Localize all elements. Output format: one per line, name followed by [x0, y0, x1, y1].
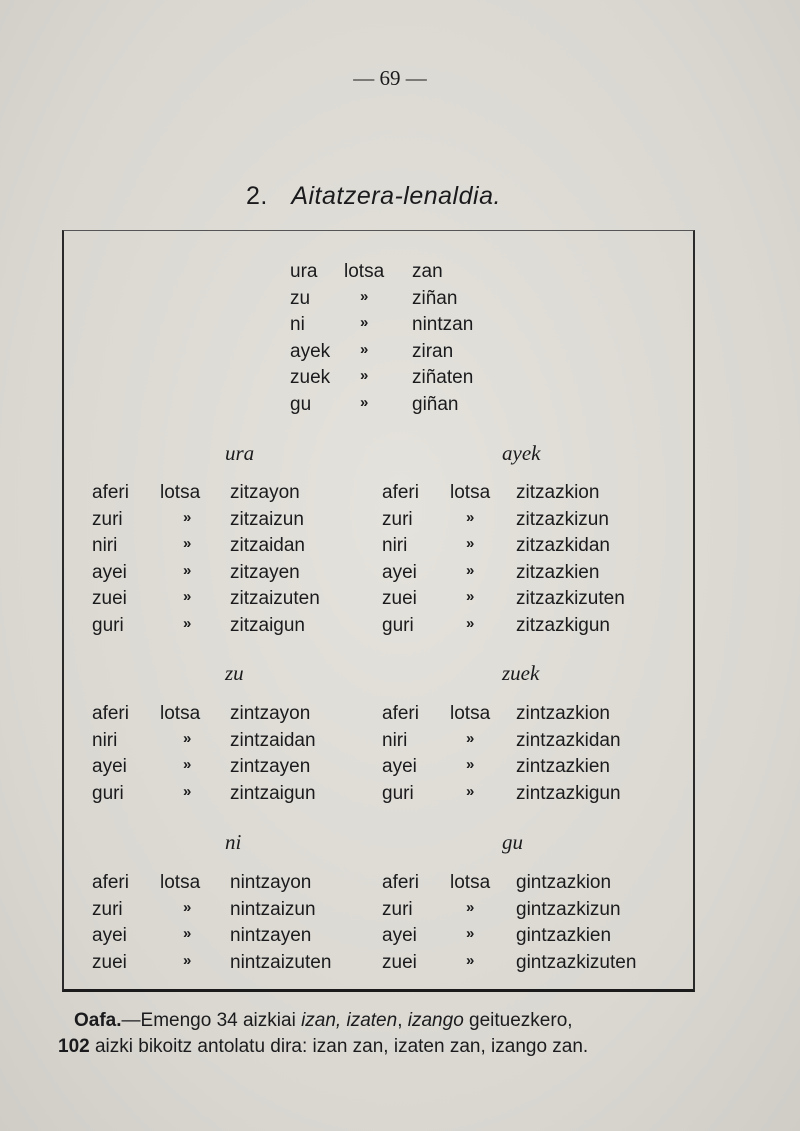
section-1-right-heading: zuek: [502, 661, 540, 685]
section-0-right-row-3-col-0: ayei: [382, 561, 417, 583]
section-1-left-row-1-col-1: »: [183, 729, 192, 747]
section-1-right-row-1-col-0: niri: [382, 729, 408, 751]
section-2-right-row-0-col-1: lotsa: [450, 872, 491, 893]
section-title: [246, 182, 501, 211]
section-2-right-row-1-col-0: zuri: [382, 898, 413, 920]
top-row-3-col-1: »: [360, 340, 369, 358]
note-number: 102: [58, 1036, 90, 1057]
section-2-left-row-2-col-2: nintzayen: [230, 925, 312, 946]
section-2-left-row-2-col-0: ayei: [92, 925, 127, 946]
section-0-right-row-5-col-1: »: [466, 614, 475, 632]
note-line-2: [58, 1036, 698, 1058]
section-1-left-row-0-col-1: lotsa: [160, 703, 201, 724]
section-2-left-row-3-col-1: »: [183, 951, 192, 969]
section-1-right-row-1-col-1: »: [466, 729, 475, 747]
section-1-left-row-2-col-2: zintzayen: [230, 756, 311, 777]
section-1-left-row-1-col-2: zintzaidan: [230, 729, 316, 751]
section-0-left-row-3-col-1: »: [183, 561, 192, 579]
top-row-2-col-0: ni: [290, 314, 305, 335]
section-0-left-row-4-col-2: zitzaizuten: [230, 588, 320, 609]
section-1-left-row-2-col-1: »: [183, 756, 192, 773]
page-number: — 69 —: [353, 66, 427, 90]
section-1-left-row-2-col-0: ayei: [92, 756, 127, 777]
section-1-right-row-3-col-2: zintzazkigun: [516, 782, 621, 804]
top-row-0-col-0: ura: [290, 261, 318, 282]
section-0-left-row-0-col-2: zitzayon: [230, 482, 300, 503]
section-0-left-heading: ura: [225, 441, 255, 465]
section-0-right-row-0-col-0: aferi: [382, 482, 419, 503]
section-1-left-row-0-col-0: aferi: [92, 703, 129, 724]
section-2-right-row-2-col-2: gintzazkien: [516, 925, 612, 946]
section-2-right-row-2-col-1: »: [466, 925, 475, 942]
top-row-4-col-1: »: [360, 367, 369, 384]
section-2-right-heading: gu: [502, 830, 523, 854]
section-0-left-row-5-col-0: guri: [92, 614, 124, 636]
section-0-left-row-5-col-2: zitzaigun: [230, 614, 305, 636]
section-0-right-row-5-col-0: guri: [382, 614, 414, 636]
section-0-right-row-4-col-2: zitzazkizuten: [516, 588, 625, 609]
top-row-4-col-2: ziñaten: [412, 367, 474, 388]
section-1-right-row-2-col-0: ayei: [382, 756, 417, 777]
section-0-right-row-0-col-2: zitzazkion: [516, 482, 600, 503]
section-0-left-row-0-col-0: aferi: [92, 482, 129, 503]
top-row-0-col-2: zan: [412, 261, 443, 282]
section-2-right-row-3-col-1: »: [466, 951, 475, 969]
section-2-left-row-0-col-0: aferi: [92, 872, 129, 893]
top-row-3-col-2: ziran: [412, 340, 454, 362]
section-0-right-row-4-col-1: »: [466, 588, 475, 605]
top-row-1-col-0: zu: [290, 287, 311, 309]
top-row-5-col-1: »: [360, 393, 369, 411]
section-1-left-row-3-col-0: guri: [92, 782, 124, 804]
section-0-right-row-3-col-1: »: [466, 561, 475, 579]
top-row-1-col-1: »: [360, 287, 369, 305]
section-0-left-row-1-col-2: zitzaizun: [230, 508, 304, 530]
section-0-right-row-2-col-2: zitzazkidan: [516, 535, 610, 556]
section-0-left-row-0-col-1: lotsa: [160, 482, 201, 503]
section-2-right-row-3-col-0: zuei: [382, 951, 417, 973]
section-1-right-row-0-col-1: lotsa: [450, 703, 491, 724]
section-2-left-row-0-col-1: lotsa: [160, 872, 201, 893]
section-0-right-row-1-col-2: zitzazkizun: [516, 508, 609, 530]
section-2-left-row-1-col-2: nintzaizun: [230, 898, 316, 920]
section-0-right-row-3-col-2: zitzazkien: [516, 561, 600, 583]
section-0-left-row-4-col-1: »: [183, 588, 192, 605]
note-text-b: ,: [397, 1010, 408, 1031]
section-0-left-row-5-col-1: »: [183, 614, 192, 632]
top-row-2-col-1: »: [360, 314, 369, 331]
section-1-right-row-2-col-1: »: [466, 756, 475, 773]
section-0-right-heading: ayek: [502, 441, 541, 465]
note-em-1: izan, izaten: [301, 1010, 398, 1031]
top-row-5-col-2: giñan: [412, 393, 459, 415]
section-0-left-row-4-col-0: zuei: [92, 588, 127, 609]
note-text-rest: aizki bikoitz antolatu dira: izan zan, izaten zan, izango zan.: [89, 1036, 589, 1057]
note-line-1: [74, 1010, 714, 1032]
section-1-left-row-3-col-2: zintzaigun: [230, 782, 316, 804]
section-0-right-row-2-col-1: »: [466, 535, 475, 552]
section-1-left-row-0-col-2: zintzayon: [230, 703, 311, 724]
section-1-right-row-2-col-2: zintzazkien: [516, 756, 610, 777]
note-label: Oafa.: [74, 1010, 122, 1031]
section-1-left-heading: zu: [225, 661, 244, 685]
section-2-left-row-1-col-1: »: [183, 898, 192, 916]
top-row-3-col-0: ayek: [290, 340, 331, 362]
section-title-text: Aitatzera-lenaldia.: [291, 182, 501, 210]
section-1-right-row-0-col-0: aferi: [382, 703, 419, 724]
section-2-right-row-1-col-2: gintzazkizun: [516, 898, 621, 920]
section-2-left-heading: ni: [225, 830, 242, 854]
note-em-2: izango: [407, 1010, 464, 1031]
section-0-left-row-3-col-0: ayei: [92, 561, 127, 583]
section-2-left-row-1-col-0: zuri: [92, 898, 123, 920]
section-2-right-row-3-col-2: gintzazkizuten: [516, 951, 637, 973]
section-0-right-row-4-col-0: zuei: [382, 588, 417, 609]
top-row-2-col-2: nintzan: [412, 314, 474, 335]
top-row-4-col-0: zuek: [290, 367, 331, 388]
top-row-0-col-1: lotsa: [344, 261, 385, 282]
section-2-left-row-0-col-2: nintzayon: [230, 872, 312, 893]
section-0-right-row-2-col-0: niri: [382, 535, 408, 556]
section-0-left-row-2-col-0: niri: [92, 535, 118, 556]
section-1-left-row-3-col-1: »: [183, 782, 192, 800]
section-number: 2.: [246, 182, 268, 210]
section-1-right-row-0-col-2: zintzazkion: [516, 703, 610, 724]
section-2-left-row-2-col-1: »: [183, 925, 192, 942]
section-2-right-row-0-col-2: gintzazkion: [516, 872, 612, 893]
section-0-left-row-2-col-2: zitzaidan: [230, 535, 305, 556]
section-2-right-row-1-col-1: »: [466, 898, 475, 916]
section-1-left-row-1-col-0: niri: [92, 729, 118, 751]
section-0-right-row-0-col-1: lotsa: [450, 482, 491, 503]
note-text-c: geituezkero,: [463, 1010, 573, 1031]
section-2-right-row-0-col-0: aferi: [382, 872, 419, 893]
section-0-left-row-3-col-2: zitzayen: [230, 561, 300, 583]
section-0-right-row-1-col-0: zuri: [382, 508, 413, 530]
section-1-right-row-3-col-0: guri: [382, 782, 414, 804]
section-0-left-row-1-col-1: »: [183, 508, 192, 526]
section-1-right-row-1-col-2: zintzazkidan: [516, 729, 621, 751]
section-0-right-row-5-col-2: zitzazkigun: [516, 614, 610, 636]
section-2-right-row-2-col-0: ayei: [382, 925, 417, 946]
section-2-left-row-3-col-0: zuei: [92, 951, 127, 973]
section-0-left-row-2-col-1: »: [183, 535, 192, 552]
top-row-5-col-0: gu: [290, 393, 312, 415]
section-0-right-row-1-col-1: »: [466, 508, 475, 526]
section-0-left-row-1-col-0: zuri: [92, 508, 123, 530]
section-2-left-row-3-col-2: nintzaizuten: [230, 951, 332, 973]
note-text-a: —Emengo 34 aizkiai: [121, 1010, 302, 1031]
top-row-1-col-2: ziñan: [412, 287, 458, 309]
section-1-right-row-3-col-1: »: [466, 782, 475, 800]
